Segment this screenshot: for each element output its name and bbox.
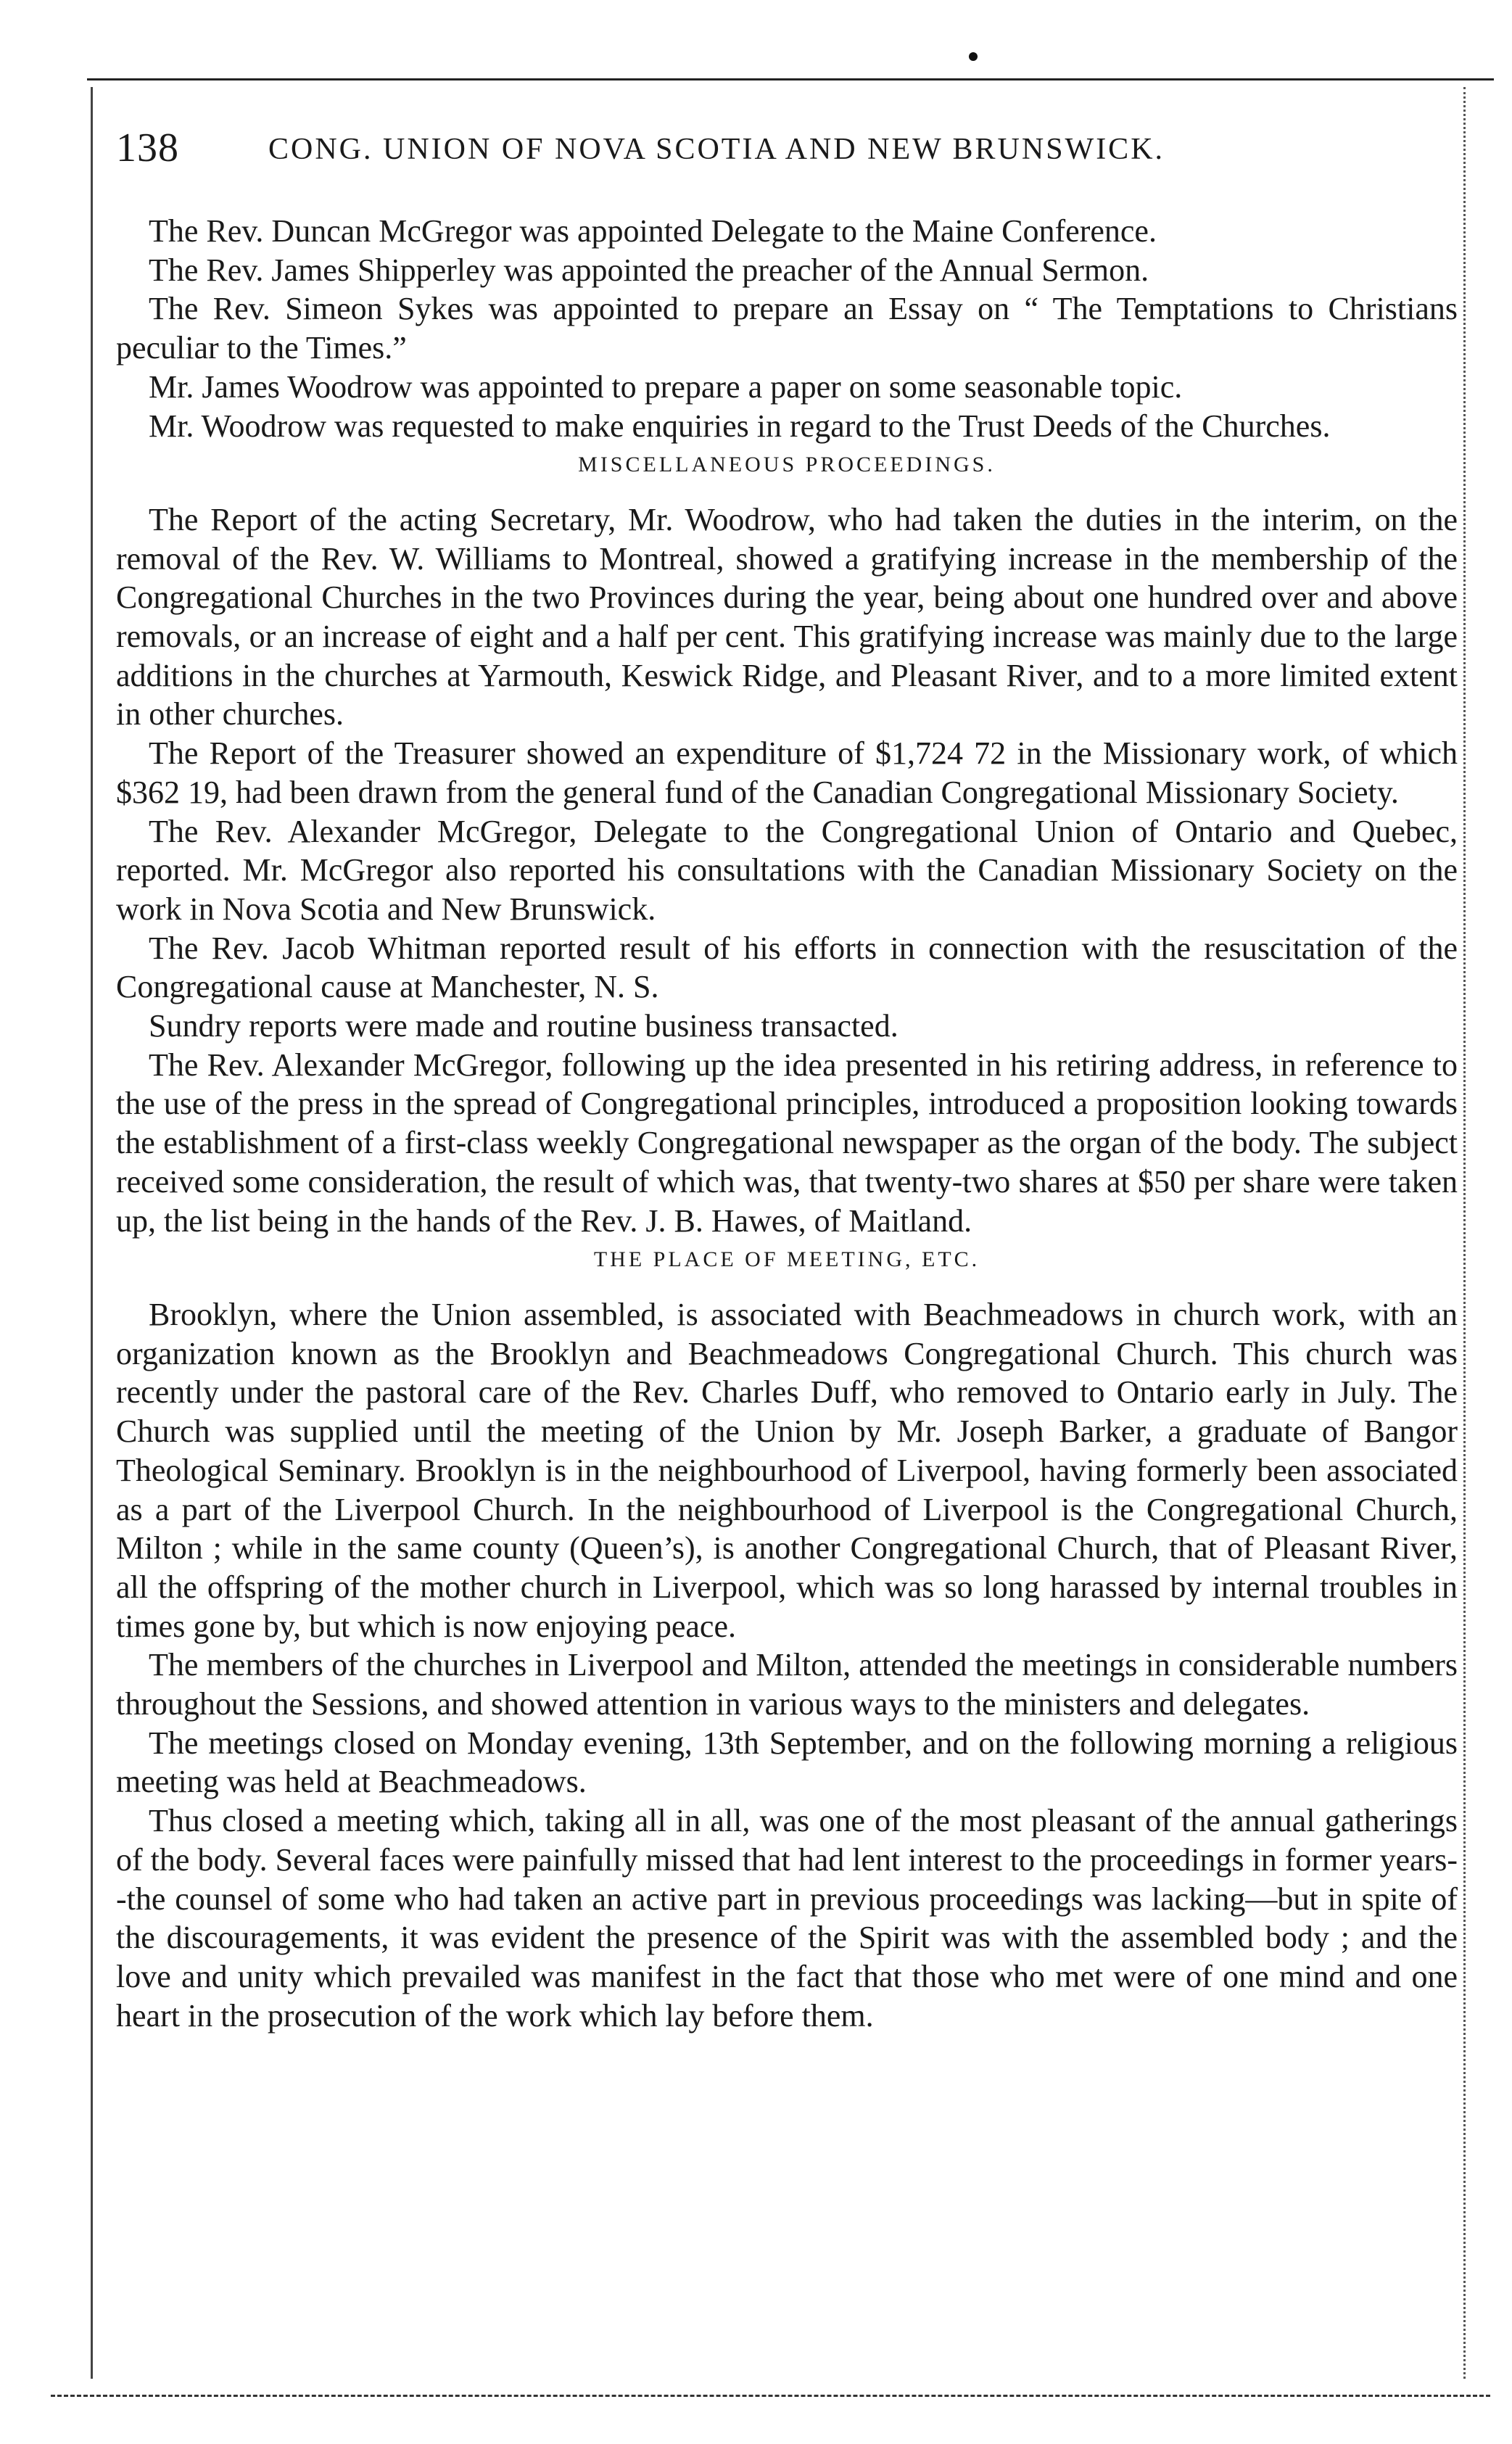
page-number: 138 xyxy=(116,125,179,170)
paragraph: Sundry reports were made and routine business transacted. xyxy=(149,1008,898,1044)
paragraph: The Rev. Jacob Whitman reported result of his efforts in connection with the resuscitation of the Congregational cause at Manchester, N. S. xyxy=(116,930,1458,1005)
paragraph: Brooklyn, where the Union assembled, is associated with Beachmeadows in church work, with an organization known as the Brooklyn and Beachmeadows Congregational Church. This church was recently under the pastoral care of the Rev. Charles Duff, who removed to Ontario early in July. The Church was supplied until the meeting of the Union by Mr. Joseph Barker, a graduate of Bangor Theological Seminary. Brooklyn is in the neighbourhood of Liverpool, having formerly been associated as a part of the Liverpool Church. In the neighbourhood of Liverpool is the Congregational Church, Milton ; while in the same county (Queen’s), is another Congregational Church, that of Pleasant River, all the offspring of the mother church in Liverpool, which was so long harassed by internal troubles in times gone by, but which is now enjoying peace. xyxy=(116,1296,1458,1644)
page-header xyxy=(116,125,1458,176)
running-head: CONG. UNION OF NOVA SCOTIA AND NEW BRUNSWICK. xyxy=(268,133,1165,166)
paragraph: The meetings closed on Monday evening, 13th September, and on the following morning a religious meeting was held at Beachmeadows. xyxy=(116,1725,1458,1800)
paragraph: Mr. James Woodrow was appointed to prepare a paper on some seasonable topic. xyxy=(149,368,1183,405)
paragraph: The Rev. James Shipperley was appointed the preacher of the Annual Sermon. xyxy=(149,252,1149,288)
paragraph: The Rev. Alexander McGregor, Delegate to the Congregational Union of Ontario and Quebec, reported. Mr. McGregor also reported his consultations with the Canadian Missionary Society on the work in Nova Scotia and New Brunswick. xyxy=(116,813,1458,927)
spacer xyxy=(116,1279,1458,1295)
paragraph: The members of the churches in Liverpool and Milton, attended the meetings in considerable numbers throughout the Sessions, and showed attention in various ways to the ministers and delegates. xyxy=(116,1647,1458,1722)
page-body xyxy=(116,212,1458,2035)
paragraph: The Rev. Alexander McGregor, following up the idea presented in his retiring address, in reference to the use of the press in the spread of Congregational principles, introduced a proposition looking towards the establishment of a first-class weekly Congregational newspaper as the organ of the body. The subject received some consideration, the result of which was, that twenty-two shares at $50 per share were taken up, the list being in the hands of the Rev. J. B. Hawes, of Maitland. xyxy=(116,1046,1458,1239)
ink-dot xyxy=(969,52,978,61)
left-border-line xyxy=(91,87,93,2379)
bottom-rule xyxy=(51,2395,1490,2397)
section-heading-place-of-meeting: THE PLACE OF MEETING, ETC. xyxy=(593,1247,980,1272)
paragraph: Mr. Woodrow was requested to make enquiries in regard to the Trust Deeds of the Churches. xyxy=(149,408,1331,444)
spacer xyxy=(116,484,1458,500)
paragraph: Thus closed a meeting which, taking all in all, was one of the most pleasant of the annual gatherings of the body. Several faces were painfully missed that had lent interest to the proceedings in former years--the counsel of some who had taken an active part in previous proceedings was lacking—but in spite of the discouragements, it was evident the presence of the Spirit was with the assembled body ; and the love and unity which prevailed was manifest in the fact that those who met were of one mind and one heart in the prosecution of the work which lay before them. xyxy=(116,1803,1458,2034)
paragraph: The Rev. Duncan McGregor was appointed Delegate to the Maine Conference. xyxy=(149,213,1157,249)
paragraph: The Rev. Simeon Sykes was appointed to prepare an Essay on “ The Temptations to Christians peculiar to the Times.” xyxy=(116,291,1458,366)
section-heading-miscellaneous: MISCELLANEOUS PROCEEDINGS. xyxy=(578,453,996,477)
paragraph: The Report of the acting Secretary, Mr. Woodrow, who had taken the duties in the interim, on the removal of the Rev. W. Williams to Montreal, showed a gratifying increase in the membership of the Congregational Churches in the two Provinces during the year, being about one hundred over and above removals, or an increase of eight and a half per cent. This gratifying increase was mainly due to the large additions in the churches at Yarmouth, Keswick Ridge, and Pleasant River, and to a more limited extent in other churches. xyxy=(116,501,1458,732)
top-rule xyxy=(87,78,1494,80)
right-border-line xyxy=(1463,87,1466,2379)
paragraph: The Report of the Treasurer showed an expenditure of $1,724 72 in the Missionary work, of which $362 19, had been drawn from the general fund of the Canadian Congregational Missionary Society. xyxy=(116,735,1458,810)
